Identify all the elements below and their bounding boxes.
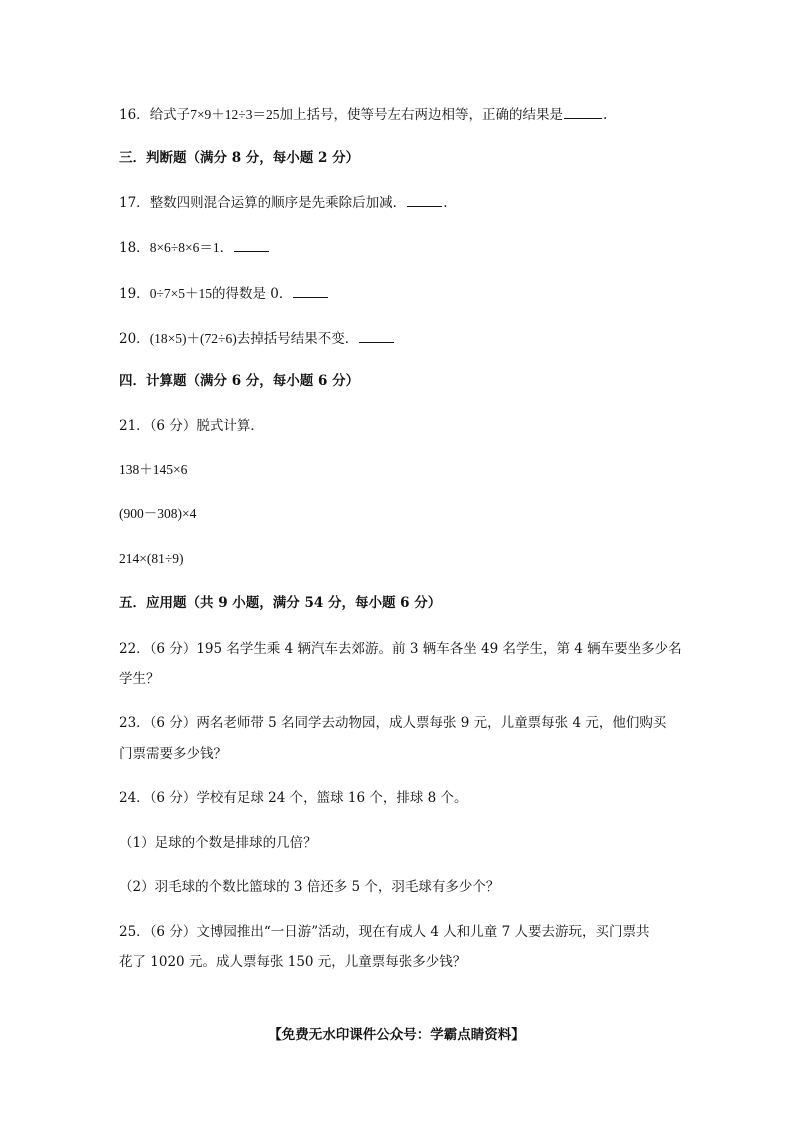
question-number: 18．	[119, 240, 150, 256]
question-number: 22．	[119, 641, 150, 657]
question-text: 加上括号，使等号左右两边相等，正确的结果是	[279, 107, 563, 123]
question-21	[119, 416, 264, 436]
question-number: 21．	[119, 418, 150, 434]
page-footer: 【免费无水印课件公众号：学霸点睛资料】	[268, 1027, 525, 1043]
answer-blank[interactable]	[407, 192, 442, 207]
punctuation: .	[443, 195, 448, 211]
question-number: 16．	[119, 107, 150, 123]
math-expression: (18×5)＋(72÷6)	[149, 331, 237, 346]
expression-3: 214×(81÷9)	[119, 551, 184, 566]
expression-1: 138＋145×6	[119, 462, 188, 477]
answer-blank[interactable]	[293, 283, 328, 298]
question-text: 去掉括号结果不变．	[236, 331, 359, 347]
question-text: 的得数是 0．	[211, 286, 293, 302]
question-text: （6 分）两名老师带 5 名同学去动物园，成人票每张 9 元，儿童票每张 4 元，他们购买	[149, 715, 667, 731]
section-heading-application: 五．应用题（共 9 小题，满分 54 分，每小题 6 分）	[119, 595, 442, 611]
math-expression: 0÷7×5＋15	[149, 286, 212, 301]
question-text: 给式子	[149, 107, 191, 123]
question-text: （6 分）脱式计算．	[149, 418, 264, 434]
question-22-continued: 学生？	[119, 671, 160, 687]
math-expression: 7×9＋12÷3＝25	[190, 107, 280, 122]
question-24-part-2: （2）羽毛球的个数比篮球的 3 倍还多 5 个，羽毛球有多少个？	[119, 879, 500, 895]
question-25-continued: 花了 1020 元。成人票每张 150 元，儿童票每张多少钱？	[119, 954, 467, 970]
question-text: （6 分）文博园推出“一日游”活动，现在有成人 4 人和儿童 7 人要去游玩，买门票共	[149, 924, 650, 940]
question-16	[119, 104, 607, 125]
answer-blank[interactable]	[359, 328, 394, 343]
question-text: 整数四则混合运算的顺序是先乘除后加减．	[149, 195, 407, 211]
question-24-part-1: （1）足球的个数是排球的几倍？	[119, 835, 317, 851]
question-number: 19．	[119, 286, 150, 302]
answer-blank[interactable]	[564, 104, 602, 119]
question-number: 24．	[119, 790, 150, 806]
question-number: 25．	[119, 924, 150, 940]
section-heading-judgement: 三．判断题（满分 8 分，每小题 2 分）	[119, 150, 360, 166]
section-heading-calculation: 四．计算题（满分 6 分，每小题 6 分）	[119, 373, 360, 389]
question-23	[119, 713, 666, 733]
question-17	[119, 192, 447, 213]
answer-blank[interactable]	[234, 237, 269, 252]
question-20	[119, 328, 395, 349]
question-number: 20．	[119, 331, 150, 347]
question-text: （6 分）学校有足球 24 个，篮球 16 个，排球 8 个。	[149, 790, 468, 806]
question-25	[119, 922, 649, 942]
question-number: 17．	[119, 195, 150, 211]
punctuation: .	[602, 107, 608, 123]
question-22	[119, 639, 682, 659]
math-expression: 8×6÷8×6＝1．	[149, 240, 234, 255]
question-18	[119, 237, 270, 258]
question-24	[119, 788, 468, 808]
expression-2: (900－308)×4	[119, 506, 197, 521]
question-text: （6 分）195 名学生乘 4 辆汽车去郊游。前 3 辆车各坐 49 名学生，第 4 辆车要坐多少名	[149, 641, 682, 657]
question-19	[119, 283, 329, 304]
question-number: 23．	[119, 715, 150, 731]
question-23-continued: 门票需要多少钱？	[119, 746, 227, 762]
